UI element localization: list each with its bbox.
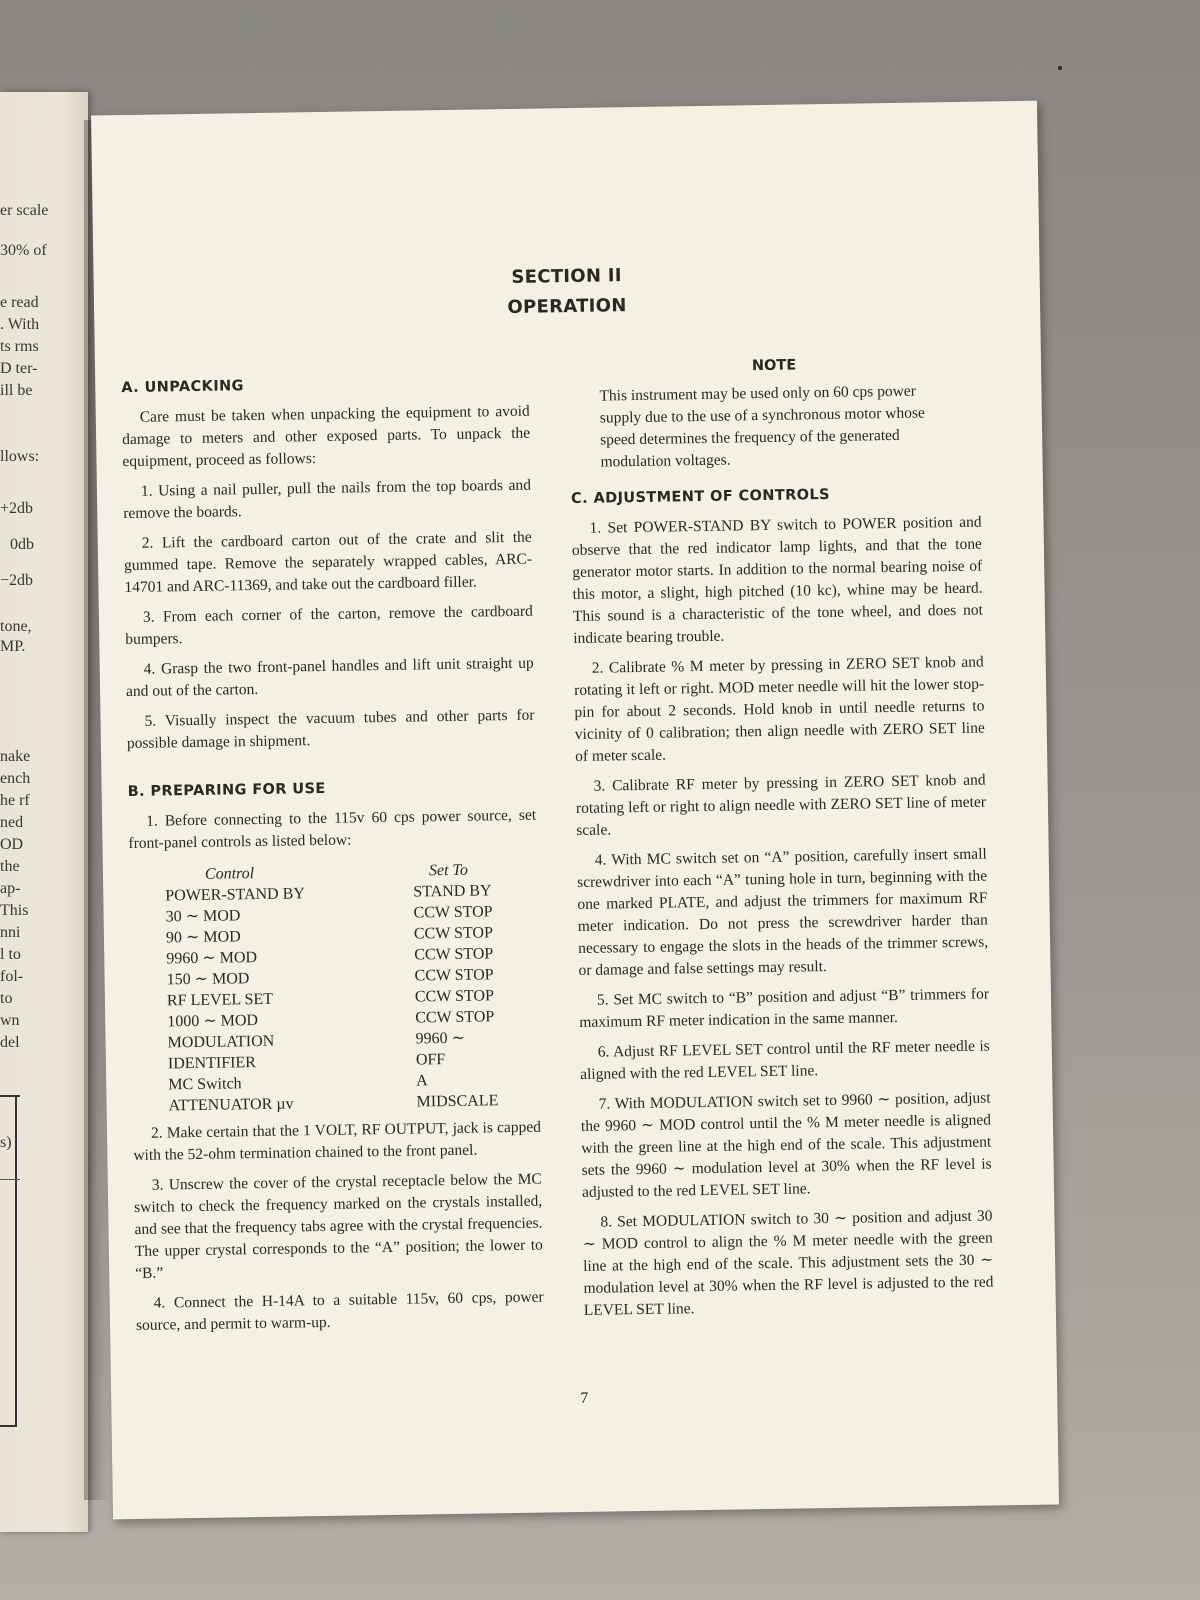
paragraph: 1. Before connecting to the 115v 60 cps power source, set front-panel controls as listed below: (128, 806, 537, 853)
prev-fragment: This (0, 902, 29, 919)
setting-cell: STAND BY (413, 882, 492, 901)
prev-fragment: l to (0, 946, 21, 963)
control-cell: IDENTIFIER (167, 1054, 257, 1073)
note-heading: NOTE (751, 357, 797, 375)
control-cell: 90 ∼ MOD (165, 928, 241, 947)
control-cell: MODULATION (167, 1032, 275, 1052)
left-column (121, 371, 544, 1345)
dust-speck (1058, 66, 1062, 70)
control-cell: 1000 ∼ MOD (167, 1012, 259, 1031)
prev-fragment: wn (0, 1012, 20, 1029)
paragraph: 7. With MODULATION switch set to 9960 ∼ position, adjust the 9960 ∼ MOD control until the % M meter needle is aligned with the green line at the high end of the scale. This adjustment sets the 9960 ∼ modulation level at 30% when the RF level is adjusted to the red LEVEL SET line. (580, 1089, 992, 1201)
paragraph: 3. Calibrate RF meter by pressing in ZERO SET knob and rotating left or right to align needle with ZERO SET line of meter scale. (575, 771, 987, 839)
paragraph: 5. Visually inspect the vacuum tubes and other parts for possible damage in shipment. (126, 706, 535, 753)
control-cell: ATTENUATOR µv (168, 1095, 294, 1115)
setting-cell: CCW STOP (415, 1008, 495, 1027)
prev-fragment: tone, (0, 618, 32, 635)
prev-fragment: 0db (10, 536, 34, 553)
setting-cell: CCW STOP (413, 924, 494, 943)
prev-box-rule (0, 1095, 20, 1097)
setting-cell: A (416, 1072, 428, 1090)
control-cell: 30 ∼ MOD (165, 907, 241, 926)
setting-cell: OFF (415, 1051, 446, 1069)
prev-fragment: ap- (0, 880, 21, 897)
section-label: SECTION II (511, 265, 623, 288)
prev-fragment: to (0, 990, 13, 1007)
prev-fragment: OD (0, 836, 24, 853)
manual-page (91, 101, 1059, 1520)
paragraph: 3. Unscrew the cover of the crystal receptacle below the MC switch to check the frequency marked on the crystals installed, and see that the frequency tabs agree with the crystal frequencies. The upper crystal corresponds to the “A” position; the lower to “B.” (134, 1170, 543, 1282)
prev-fragment: the (0, 858, 20, 875)
control-settings-table (165, 859, 499, 1116)
paragraph: 2. Calibrate % M meter by pressing in ZERO SET knob and rotating it left or right. MOD meter needle will hit the lower stop-pin for about 2 seconds. Hold knob in until needle returns to vicinity of 0 calibration; then align needle with ZERO SET line of meter scale. (573, 653, 985, 765)
note-body: This instrument may be used only on 60 cps power supply due to the use of a synchronous motor whose speed determines the frequency of the generated modulation voltages. (599, 382, 925, 471)
prev-fragment: +2db (0, 500, 34, 517)
prev-fragment: 30% of (0, 242, 47, 259)
right-column (569, 352, 994, 1330)
prev-fragment: . With (0, 316, 40, 333)
heading-unpacking: A. UNPACKING (121, 378, 245, 397)
prev-fragment: MP. (0, 638, 26, 655)
prev-fragment: nni (0, 924, 21, 941)
control-cell: 9960 ∼ MOD (166, 949, 258, 968)
paragraph: 1. Set POWER-STAND BY switch to POWER position and observe that the red indicator lamp lights, and that the tone generator motor starts. In addition to the normal bearing noise of this motor, a slight, high pitched (10 kc), whine may be heard. This sound is a characteristic of the tone wheel, and does not indicate bearing trouble. (571, 513, 984, 648)
prev-fragment: del (0, 1034, 20, 1051)
paragraph: 8. Set MODULATION switch to 30 ∼ position and adjust 30 ∼ MOD control to align the % M meter needle with the green line at the high end of the scale. This adjustment sets the 30 ∼ modulation level at 30% when the RF level is adjusted to the red LEVEL SET line. (582, 1207, 994, 1319)
prev-fragment: nake (0, 748, 31, 765)
prev-fragment: he rf (0, 792, 30, 809)
control-cell: 150 ∼ MOD (166, 970, 250, 989)
prev-box-rule (0, 1425, 17, 1427)
setting-cell: 9960 ∼ (415, 1029, 466, 1048)
prev-fragment: llows: (0, 448, 40, 465)
column-header-set-to: Set To (428, 861, 469, 880)
paragraph: 3. From each corner of the carton, remove the cardboard bumpers. (125, 602, 534, 649)
paragraph: 4. Connect the H-14A to a suitable 115v, 60 cps, power source, and permit to warm-up. (135, 1288, 544, 1334)
prev-fragment: e read (0, 294, 39, 311)
prev-fragment: fol- (0, 968, 24, 985)
setting-cell: MIDSCALE (416, 1092, 499, 1111)
paragraph: 6. Adjust RF LEVEL SET control until the RF meter needle is aligned with the red LEVEL SET line. (580, 1037, 990, 1083)
prev-box-rule (0, 1179, 20, 1180)
prev-fragment: ill be (0, 382, 33, 399)
page-number: 7 (580, 1389, 589, 1407)
heading-preparing: B. PREPARING FOR USE (127, 780, 326, 801)
control-cell: POWER-STAND BY (165, 885, 306, 905)
paragraph: 2. Lift the cardboard carton out of the crate and slit the gummed tape. Remove the separately wrapped cables, ARC-14701 and ARC-11369, and take out the cardboard filler. (123, 528, 533, 597)
heading-adjustment: C. ADJUSTMENT OF CONTROLS (570, 486, 831, 508)
section-title: OPERATION (507, 295, 627, 318)
table-row (168, 1090, 498, 1116)
prev-fragment: ned (0, 814, 24, 831)
prev-fragment: er scale (0, 202, 49, 219)
control-cell: RF LEVEL SET (166, 990, 274, 1010)
setting-cell: CCW STOP (414, 966, 494, 985)
prev-fragment: ench (0, 770, 31, 787)
paragraph: Care must be taken when unpacking the equipment to avoid damage to meters and other exposed parts. To unpack the equipment, proceed as follows: (121, 402, 531, 471)
setting-cell: CCW STOP (414, 945, 494, 964)
paragraph: 4. Grasp the two front-panel handles and lift unit straight up and out of the carton. (125, 654, 534, 701)
setting-cell: CCW STOP (414, 987, 495, 1006)
paragraph: 4. With MC switch set on “A” position, carefully insert small screwdriver into each “A” tuning hole in turn, beginning with the one marked PLATE, and adjust the trimmers for maximum RF meter indication. Do not press the screwdriver harder than necessary to engage the slots in the heads of the trimmer screws, or damage and false settings may result. (577, 845, 989, 979)
paragraph: 1. Using a nail puller, pull the nails from the top boards and remove the boards. (123, 476, 532, 523)
column-header-control: Control (204, 865, 255, 883)
paragraph: 5. Set MC switch to “B” position and adjust “B” trimmers for maximum RF meter indication in the same manner. (579, 985, 990, 1031)
paragraph: 2. Make certain that the 1 VOLT, RF OUTPUT, jack is capped with the 52-ohm termination chained to the front panel. (133, 1118, 542, 1164)
prev-fragment: s) (0, 1134, 12, 1151)
previous-page-edge (0, 92, 88, 1532)
prev-fragment: −2db (0, 572, 34, 589)
prev-fragment: D ter- (0, 360, 38, 377)
prev-box-rule (15, 1095, 17, 1425)
setting-cell: CCW STOP (413, 903, 493, 922)
control-cell: MC Switch (168, 1075, 242, 1094)
prev-fragment: ts rms (0, 338, 39, 355)
